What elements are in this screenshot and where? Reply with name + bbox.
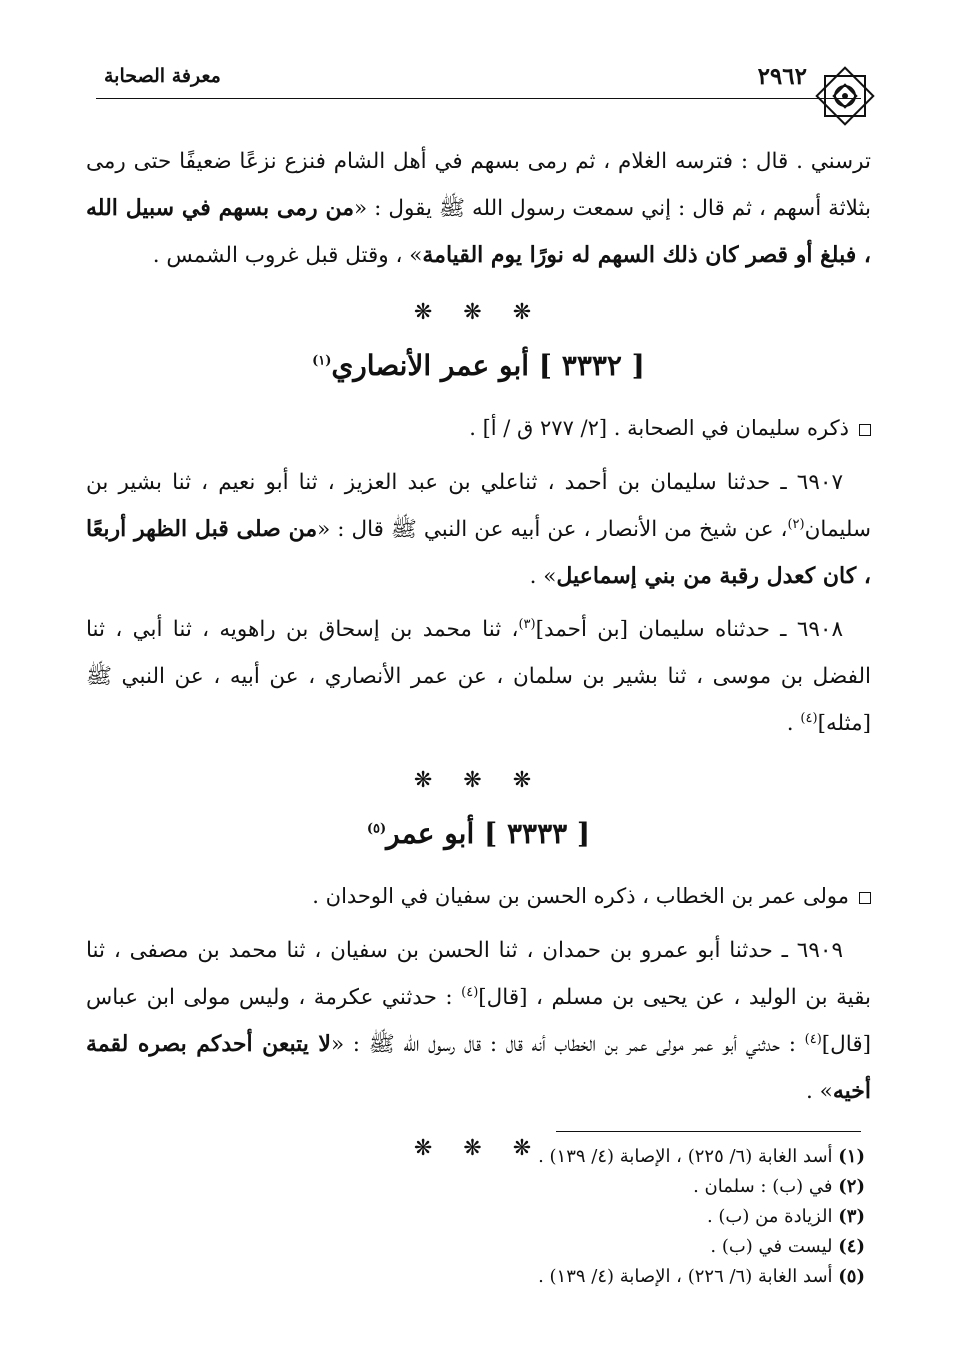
main-text	[86, 138, 871, 1177]
footnote-ref: (٢)	[787, 516, 805, 532]
footnotes	[165, 1142, 865, 1292]
hadith-text: لا يتبعن أحدكم بصره لقمة أخيه	[86, 1031, 871, 1104]
entry-note: مولى عمر بن الخطاب ، ذكره الحسن بن سفيان في الوحدان .	[86, 873, 871, 919]
footnote-ref: (٤)	[800, 710, 818, 726]
entry-note: ذكره سليمان في الصحابة . [٢/ ٢٧٧ ق / أ] .	[86, 405, 871, 451]
opening-paragraph: ترسني . قال : فترسه الغلام ، ثم رمى بسهم في أهل الشام فنزع نزعًا ضعيفًا حتى رمى بثلاثة أسهم ، ثم قال : إني سمعت رسول الله ﷺ يقول : «من رمى بسهم في سبيل الله ، فبلغ أو قصر كان ذلك السهم له نورًا يوم القيامة» ، وقتل قبل غروب الشمس .	[86, 149, 871, 268]
hadith-text: من صلى قبل الظهر أربعًا ، كان كعدل رقبة من بني إسماعيل	[86, 516, 871, 589]
running-title: معرفة الصحابة	[104, 65, 221, 87]
footnote-item: (٣) الزيادة من (ب) .	[706, 1206, 865, 1227]
hadith-paragraph-6909: ٦٩٠٩ ـ حدثنا أبو عمرو بن حمدان ، ثنا الحسن بن سفيان ، ثنا محمد بن مصفى ، ثنا بقية بن الوليد ، عن يحيى بن مسلم ، [قال]$^{(٤)}$ : حدثني عكرمة ، وليس مولى ابن عباس [قال]$^{(٤)}$ : حدثني أبو عمر مولى عمر بن الخطاب أنه قال : قال رسول الله ﷺ : «لا يتبعن أحدكم بصره لقمة أخيه» .	[86, 938, 872, 1104]
header-divider	[96, 98, 861, 99]
section-separator: ❋ ❋ ❋	[413, 768, 544, 793]
entry-title: [ ٣٣٣٢ ] أبو عمر الأنصاري$^{(١)}$	[312, 349, 645, 382]
page-number: ٢٩٦٢	[757, 63, 807, 90]
footnote-ref: (٤)	[804, 1031, 822, 1047]
hadith-text: من رمى بسهم في سبيل الله ، فبلغ أو قصر كان ذلك السهم له نورًا يوم القيامة	[86, 195, 871, 268]
ornament-star-icon	[815, 56, 875, 136]
hadith-paragraph-6908: ٦٩٠٨ ـ حدثناه سليمان [بن أحمد]$^{(٣)}$، ثنا محمد بن إسحاق بن راهويه ، ثنا أبي ، ثنا الفضل بن موسى ، ثنا بشير بن سلمان ، عن عمر الأنصاري ، عن أبيه ، عن النبي ﷺ [مثله]$^{(٤)}$ .	[86, 616, 871, 736]
footnote-ref: (٥)	[366, 821, 387, 837]
entry-title: [ ٣٣٣٣ ] أبو عمر$^{(٥)}$	[366, 817, 591, 850]
square-bullet-icon	[859, 424, 871, 436]
section-separator: ❋ ❋ ❋	[413, 1136, 544, 1161]
footnote-divider	[556, 1131, 861, 1132]
footnote-item: (٢) في (ب) : سلمان .	[693, 1176, 865, 1197]
hadith-paragraph-6907: ٦٩٠٧ ـ حدثنا سليمان بن أحمد ، ثناعلي بن عبد العزيز ، ثنا أبو نعيم ، ثنا بشير بن سليمان$^{(٢)}$، عن شيخ من الأنصار ، عن أبيه عن النبي ﷺ قال : «من صلى قبل الظهر أربعًا ، كان كعدل رقبة من بني إسماعيل» .	[86, 470, 871, 589]
section-separator: ❋ ❋ ❋	[413, 300, 544, 325]
footnote-item: (١) أسد الغابة (٦/ ٢٢٥) ، الإصابة (٤/ ١٣٩) .	[538, 1146, 865, 1167]
footnote-item: (٤) ليست في (ب) .	[710, 1236, 865, 1257]
footnote-ref: (١)	[312, 353, 332, 369]
square-bullet-icon	[859, 892, 871, 904]
footnote-ref: (٣)	[518, 616, 536, 632]
footnote-item: (٥) أسد الغابة (٦/ ٢٢٦) ، الإصابة (٤/ ١٣٩) .	[538, 1266, 865, 1287]
footnote-ref: (٤)	[461, 984, 479, 1000]
